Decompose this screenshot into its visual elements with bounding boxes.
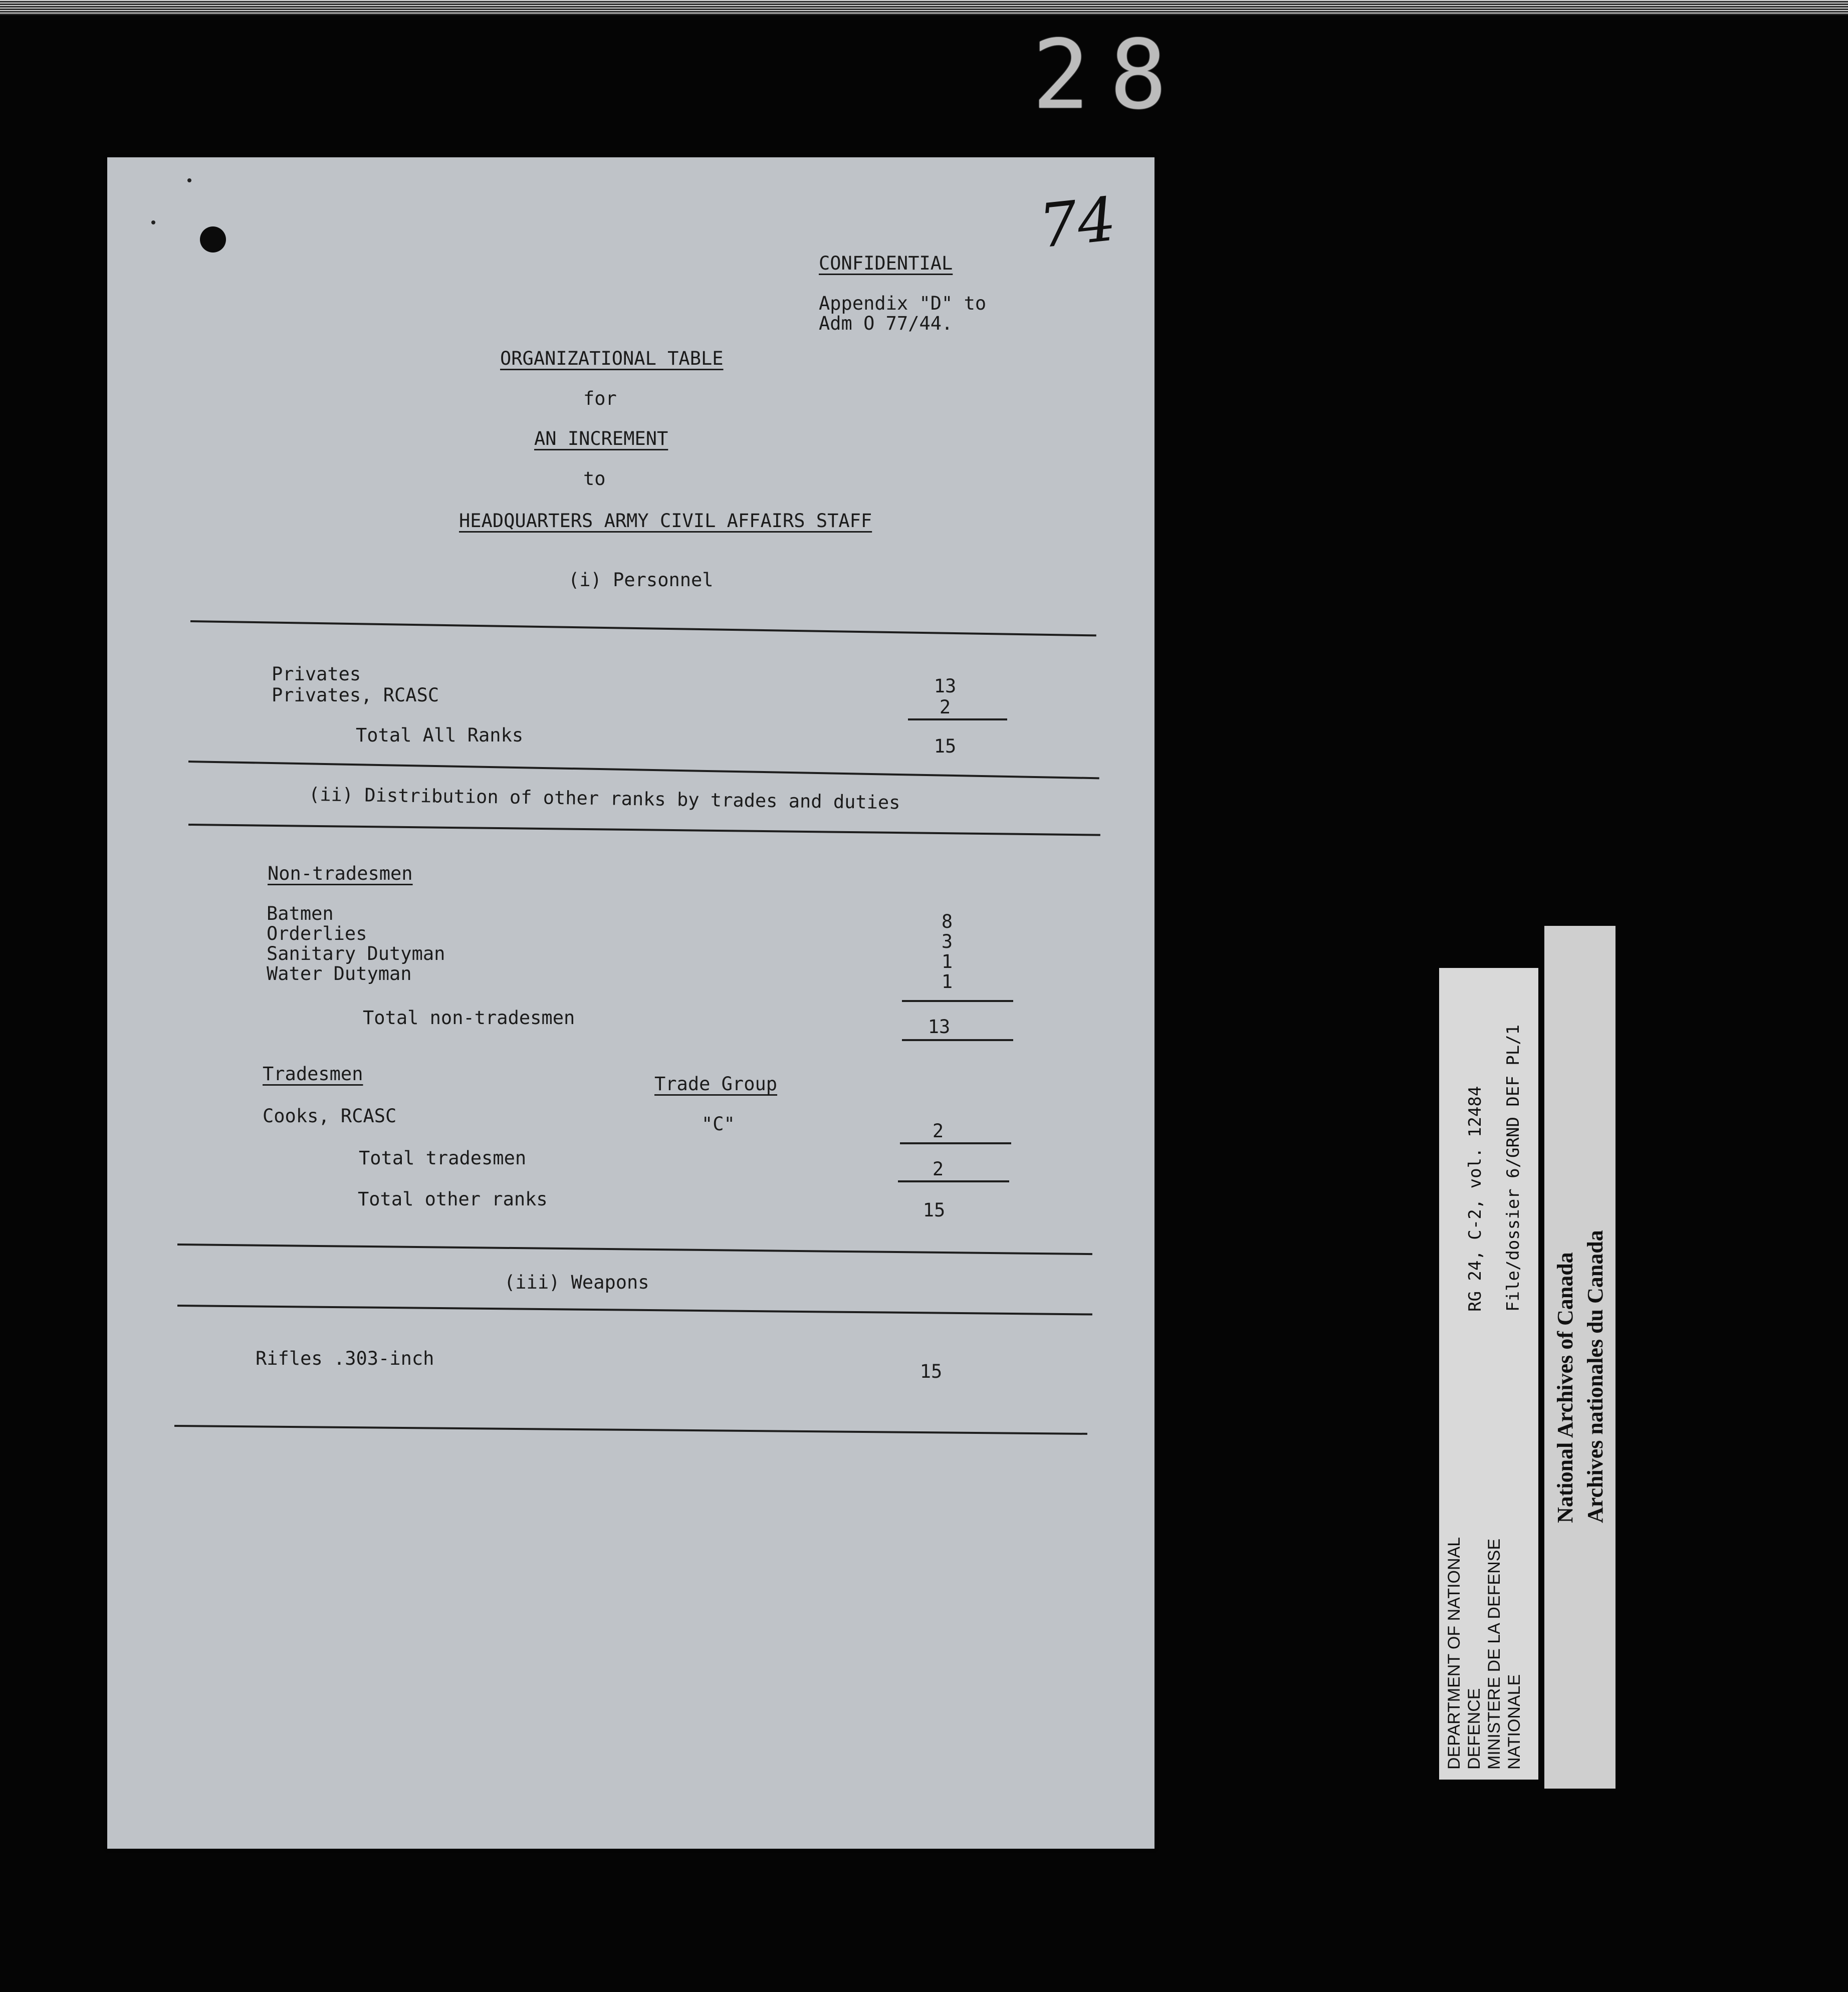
title-to: to: [583, 468, 606, 489]
row-value: 1: [941, 951, 953, 972]
stamp-ref-line: File/dossier 6/GRND DEF PL/1: [1503, 1024, 1523, 1312]
appendix-line-2: Adm O 77/44.: [819, 313, 953, 334]
section-2-heading: (ii) Distribution of other ranks by trades and duties: [308, 784, 900, 814]
document-title: ORGANIZATIONAL TABLE: [500, 348, 724, 369]
stamp-reference: [1456, 1025, 1532, 1312]
folio-number: 74: [1036, 184, 1119, 262]
sum-line: [898, 1180, 1009, 1182]
divider-line: [190, 620, 1096, 636]
divider-line: [177, 1305, 1092, 1316]
row-value: 15: [919, 1361, 943, 1382]
archive-stamp: [1439, 968, 1538, 1780]
film-edge: [0, 0, 1848, 15]
unit-name: HEADQUARTERS ARMY CIVIL AFFAIRS STAFF: [459, 510, 872, 532]
row-value: 3: [941, 931, 953, 952]
sum-line: [900, 1142, 1011, 1144]
row-label: Privates, RCASC: [272, 684, 439, 706]
row-label: Privates: [272, 663, 361, 685]
row-label: Rifles .303-inch: [256, 1348, 434, 1369]
divider-line: [188, 824, 1100, 836]
total-label: Total All Ranks: [356, 724, 524, 746]
archive-label: [1544, 926, 1615, 1789]
total-value: 15: [922, 1199, 946, 1221]
total-value: 2: [932, 1158, 944, 1180]
row-label: Cooks, RCASC: [263, 1105, 397, 1127]
speck: [151, 220, 155, 224]
section-3-heading: (iii) Weapons: [504, 1272, 649, 1293]
archive-name-fr: Archives nationales du Canada: [1583, 1230, 1607, 1523]
row-value: 8: [941, 911, 953, 932]
row-value: 1: [941, 971, 953, 992]
classification-label: CONFIDENTIAL: [819, 253, 953, 274]
document-subtitle: AN INCREMENT: [534, 428, 668, 449]
sum-line: [902, 1000, 1013, 1002]
total-label: Total non-tradesmen: [363, 1007, 575, 1029]
trade-group-heading: Trade Group: [654, 1073, 778, 1095]
stamp-line: NATIONALE: [1505, 1674, 1524, 1770]
total-label: Total other ranks: [358, 1188, 548, 1210]
total-value: 13: [928, 1016, 951, 1038]
title-for: for: [583, 388, 617, 409]
stamp-line: MINISTERE DE LA DEFENSE: [1485, 1539, 1504, 1770]
non-tradesmen-heading: Non-tradesmen: [268, 863, 413, 884]
archive-name-en: National Archives of Canada: [1553, 1252, 1577, 1523]
trade-group-value: "C": [702, 1113, 735, 1135]
total-label: Total tradesmen: [359, 1147, 527, 1169]
divider-line: [188, 761, 1099, 779]
stamp-line: DEPARTMENT OF NATIONAL: [1445, 1537, 1464, 1770]
total-value: 15: [934, 735, 957, 757]
stamp-department: [1444, 1537, 1524, 1770]
row-label: Batmen: [267, 903, 334, 924]
row-label: Sanitary Dutyman: [267, 943, 445, 964]
row-value: 2: [932, 1120, 944, 1142]
appendix-line-1: Appendix "D" to: [819, 293, 987, 314]
stamp-line: DEFENCE: [1465, 1688, 1484, 1770]
sum-line: [902, 1039, 1013, 1041]
section-1-heading: (i) Personnel: [568, 569, 714, 591]
tradesmen-heading: Tradesmen: [263, 1063, 363, 1085]
punch-hole: [200, 226, 226, 253]
archive-name: [1550, 1230, 1610, 1523]
row-label: Orderlies: [267, 923, 367, 944]
stamp-ref-line: RG 24, C-2, vol. 12484: [1465, 1086, 1485, 1312]
row-value: 2: [939, 696, 951, 718]
divider-line: [174, 1425, 1087, 1435]
row-label: Water Dutyman: [267, 963, 412, 984]
divider-line: [177, 1243, 1092, 1255]
document-page: [107, 157, 1154, 1849]
sum-line: [908, 718, 1007, 720]
frame-number: 28: [1032, 20, 1187, 130]
row-value: 13: [934, 675, 957, 697]
speck: [187, 178, 191, 182]
